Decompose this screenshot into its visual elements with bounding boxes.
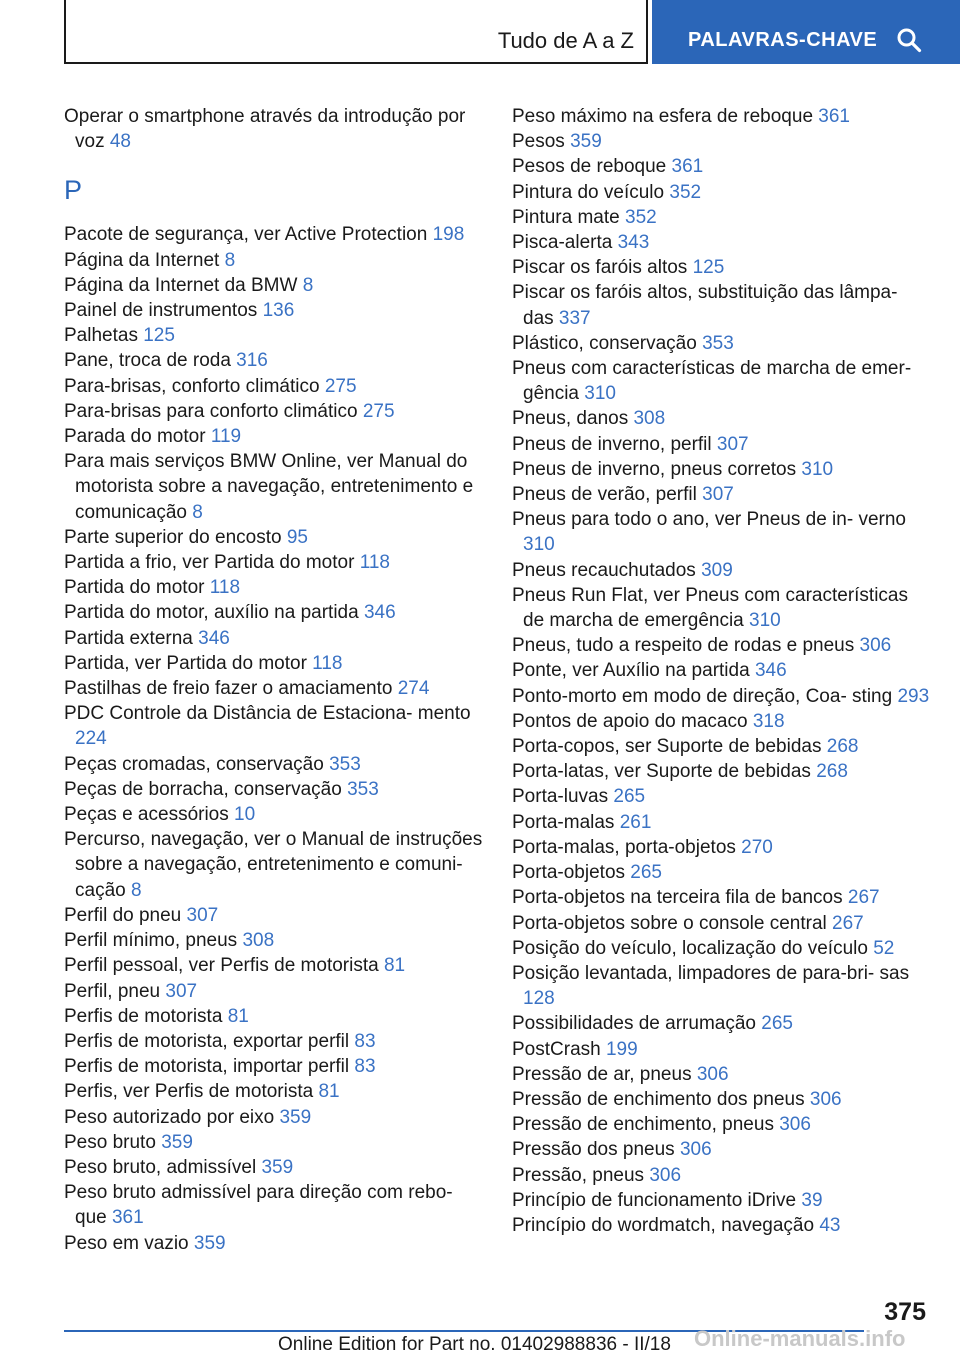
- index-page-link[interactable]: 318: [752, 710, 785, 732]
- index-entry-text: Piscar os faróis altos, substituição das lâmpa- das: [512, 282, 898, 329]
- index-entry-text: Pintura mate: [512, 206, 620, 228]
- index-entry: [64, 979, 484, 1004]
- index-entry: [512, 658, 932, 683]
- index-entry: [512, 1112, 932, 1137]
- index-page-link[interactable]: 118: [312, 652, 343, 674]
- index-entry-text: Ponto-morto em modo de direção, Coa- sting: [512, 685, 893, 707]
- index-page-link[interactable]: 83: [354, 1030, 376, 1052]
- index-entry: [64, 600, 484, 625]
- index-entry: [64, 953, 484, 978]
- index-page-link[interactable]: 128: [523, 988, 555, 1010]
- index-entry-text: Ponte, ver Auxílio na partida: [512, 660, 750, 682]
- index-entry-text: Pneus de inverno, pneus corretos: [512, 458, 797, 480]
- index-entry: [64, 1231, 484, 1256]
- index-entry: [512, 1188, 932, 1213]
- index-page-link[interactable]: 39: [801, 1189, 823, 1211]
- index-page-link[interactable]: 81: [227, 1005, 249, 1027]
- index-entry-text: Para-brisas, conforto climático: [64, 375, 320, 397]
- index-page-link[interactable]: 118: [359, 552, 390, 574]
- index-entry-text: Pressão, pneus: [512, 1164, 645, 1186]
- index-entry: [64, 550, 484, 575]
- footer-edition: Online Edition for Part no. 01402988836 - II/18: [278, 1334, 671, 1355]
- index-entry-text: Peso bruto: [64, 1131, 156, 1153]
- index-entry: [512, 104, 932, 129]
- index-page-link[interactable]: 275: [362, 400, 395, 422]
- index-entry: [64, 1004, 484, 1029]
- index-entry: [512, 558, 932, 583]
- index-entry-text: Pintura do veículo: [512, 181, 665, 203]
- index-entry-text: Peças cromadas, conservação: [64, 753, 324, 775]
- index-entry-text: Pastilhas de freio fazer o amaciamento: [64, 678, 393, 700]
- index-entry: [64, 676, 484, 701]
- index-entry-text: Operar o smartphone através da introdução por voz: [64, 106, 466, 153]
- index-entry-text: Perfis, ver Perfis de motorista: [64, 1081, 314, 1103]
- index-page-link[interactable]: 337: [558, 307, 591, 329]
- index-entry-text: Pneus Run Flat, ver Pneus com características de marcha de emergência: [512, 584, 908, 632]
- index-entry-text: Piscar os faróis altos: [512, 257, 688, 279]
- index-entry: [64, 701, 484, 751]
- index-entry: [512, 280, 932, 330]
- index-page-link[interactable]: 316: [236, 350, 268, 372]
- index-entry-text: Porta-copos, ser Suporte de bebidas: [512, 736, 822, 758]
- index-entry-text: Peso máximo na esfera de reboque: [512, 106, 814, 127]
- index-entry: [64, 626, 484, 651]
- index-entry-text: Posição do veículo, localização do veículo: [512, 937, 868, 959]
- index-entry-text: Porta-latas, ver Suporte de bebidas: [512, 761, 811, 783]
- index-page-link[interactable]: 8: [302, 274, 314, 296]
- index-entry: [64, 1130, 484, 1155]
- index-entry-text: Perfil pessoal, ver Perfis de motorista: [64, 955, 379, 977]
- tab-a-z[interactable]: [64, 0, 648, 64]
- index-page-link[interactable]: 307: [702, 484, 734, 506]
- index-entry-text: Peso em vazio: [64, 1232, 189, 1254]
- index-entry: [512, 885, 932, 910]
- index-entry-text: Possibilidades de arrumação: [512, 1013, 756, 1035]
- index-page-link[interactable]: 306: [649, 1164, 682, 1186]
- index-entry-text: Painel de instrumentos: [64, 300, 258, 322]
- index-entry: [512, 482, 932, 507]
- index-entry: [64, 298, 484, 323]
- index-entry-text: Pneus recauchutados: [512, 559, 696, 581]
- index-page-link[interactable]: 361: [818, 106, 850, 127]
- index-entry-text: Partida do motor: [64, 577, 205, 599]
- index-letter-heading: P: [64, 175, 83, 206]
- index-page-link[interactable]: 52: [873, 937, 895, 959]
- index-entry-text: Pacote de segurança, ver Active Protection: [64, 224, 428, 246]
- index-page-link[interactable]: 274: [397, 678, 430, 700]
- index-entry-text: Pneus para todo o ano, ver Pneus de in- verno: [512, 509, 906, 531]
- index-page-link[interactable]: 307: [716, 433, 749, 455]
- index-entry-text: Pesos de reboque: [512, 156, 667, 178]
- footer-watermark: Online-manuals.info: [694, 1326, 906, 1351]
- index-entry: [512, 205, 932, 230]
- index-entry: [512, 1087, 932, 1112]
- index-entry-text: PDC Controle da Distância de Estaciona- mento: [64, 703, 471, 725]
- index-page-link[interactable]: 310: [749, 610, 781, 632]
- index-page-link[interactable]: 359: [570, 131, 602, 153]
- index-page-link[interactable]: 119: [210, 426, 242, 448]
- index-page-link[interactable]: 81: [318, 1081, 340, 1103]
- index-entry-text: Princípio de funcionamento iDrive: [512, 1189, 797, 1211]
- index-entry-text: Página da Internet da BMW: [64, 274, 298, 296]
- index-page-link[interactable]: 136: [262, 300, 295, 322]
- index-entry-text: Pressão dos pneus: [512, 1139, 675, 1161]
- index-entry-text: Pneus, danos: [512, 408, 629, 430]
- index-page-link[interactable]: 268: [816, 761, 848, 783]
- index-entry: [512, 356, 932, 406]
- index-entry-text: Peças e acessórios: [64, 804, 229, 826]
- index-entry-text: Pisca-alerta: [512, 232, 613, 254]
- index-page-link[interactable]: 270: [741, 836, 773, 858]
- index-entry-text: Partida externa: [64, 627, 193, 649]
- index-page-link[interactable]: 307: [186, 904, 219, 926]
- index-entry-text: Partida, ver Partida do motor: [64, 652, 307, 674]
- index-page-link[interactable]: 308: [633, 408, 666, 430]
- index-entry-text: Partida do motor, auxílio na partida: [64, 602, 359, 624]
- index-entry: [512, 230, 932, 255]
- index-entry: [512, 255, 932, 280]
- tab-a-z-label: Tudo de A a Z: [497, 28, 634, 53]
- index-entry: [512, 1037, 932, 1062]
- index-entry: [64, 424, 484, 449]
- index-entry: [64, 651, 484, 676]
- index-page-link[interactable]: 361: [671, 156, 704, 178]
- index-entry-text: Pontos de apoio do macaco: [512, 710, 748, 732]
- index-page-link[interactable]: 224: [75, 728, 107, 750]
- index-entry: [512, 835, 932, 860]
- index-entry-text: Perfil, pneu: [64, 980, 161, 1002]
- index-page-link[interactable]: 267: [847, 887, 880, 909]
- index-entry: [512, 684, 932, 709]
- index-page-link[interactable]: 10: [234, 804, 256, 826]
- index-entry: [64, 802, 484, 827]
- index-entry-text: Posição levantada, limpadores de para-bri- sas: [512, 962, 910, 984]
- index-page-link[interactable]: 353: [329, 753, 361, 775]
- index-entry-text: PostCrash: [512, 1038, 601, 1060]
- index-entry-text: Palhetas: [64, 325, 138, 347]
- index-entry-text: Pneus com características de marcha de emer- gência: [512, 358, 912, 405]
- index-entry-text: Peças de borracha, conservação: [64, 778, 342, 800]
- index-entry-text: Porta-objetos sobre o console central: [512, 912, 827, 934]
- index-page-link[interactable]: 261: [619, 811, 652, 833]
- index-entry: [64, 1155, 484, 1180]
- index-page-link[interactable]: 359: [193, 1232, 226, 1254]
- tab-keywords-label: PALAVRAS-CHAVE: [688, 29, 878, 51]
- index-entry-text: Pane, troca de roda: [64, 350, 231, 372]
- index-page-link[interactable]: 310: [523, 534, 555, 556]
- index-entry: [64, 525, 484, 550]
- index-entry: [64, 1180, 484, 1230]
- index-entry-text: Pneus de verão, perfil: [512, 484, 697, 506]
- index-page-link[interactable]: 361: [111, 1207, 144, 1229]
- index-entry: [512, 180, 932, 205]
- index-page-link[interactable]: 359: [161, 1131, 193, 1153]
- index-entry: [512, 457, 932, 482]
- index-page-link[interactable]: 95: [286, 526, 308, 548]
- index-page-link[interactable]: 125: [692, 257, 725, 279]
- index-entry-text: Perfil do pneu: [64, 904, 182, 926]
- index-entry: [64, 348, 484, 373]
- index-entry: [512, 961, 932, 1011]
- index-entry-text: Peso autorizado por eixo: [64, 1106, 275, 1128]
- index-entry-text: Plástico, conservação: [512, 332, 697, 354]
- index-entry: [64, 222, 484, 247]
- index-page-link[interactable]: 8: [224, 249, 236, 271]
- index-page-link[interactable]: 310: [584, 383, 616, 405]
- index-entry: [512, 734, 932, 759]
- index-page-link[interactable]: 308: [242, 930, 275, 952]
- index-entry: [64, 827, 484, 903]
- index-entry: [512, 936, 932, 961]
- index-entry: [64, 323, 484, 348]
- index-entry: [512, 1213, 932, 1238]
- index-entry-text: Pneus, tudo a respeito de rodas e pneus: [512, 635, 855, 657]
- index-page-link[interactable]: 118: [209, 577, 241, 599]
- index-page-link[interactable]: 306: [779, 1114, 811, 1136]
- index-column-left: [64, 104, 484, 1256]
- index-page-link[interactable]: 43: [819, 1214, 841, 1236]
- index-page-link[interactable]: 267: [832, 912, 864, 934]
- index-page-link[interactable]: 309: [701, 559, 733, 581]
- index-entry: [64, 903, 484, 928]
- index-entry: [512, 759, 932, 784]
- index-entry-text: Pressão de enchimento, pneus: [512, 1114, 774, 1136]
- index-entry-text: Peso bruto, admissível: [64, 1156, 257, 1178]
- index-entry: [512, 406, 932, 431]
- index-page-link[interactable]: 359: [261, 1156, 294, 1178]
- index-page-link[interactable]: 306: [679, 1139, 712, 1161]
- index-page-link[interactable]: 48: [109, 131, 131, 153]
- index-page-link[interactable]: 343: [617, 232, 650, 254]
- index-entry-text: Para-brisas para conforto climático: [64, 400, 358, 422]
- index-entry-text: Porta-malas: [512, 811, 615, 833]
- index-entry-text: Pneus de inverno, perfil: [512, 433, 712, 455]
- index-entry: [512, 432, 932, 457]
- index-entry-text: Porta-objetos na terceira fila de bancos: [512, 887, 843, 909]
- index-entry: [64, 273, 484, 298]
- index-entry: [64, 374, 484, 399]
- index-page-link[interactable]: 353: [347, 778, 379, 800]
- index-page-link[interactable]: 198: [432, 224, 465, 246]
- index-entry: [64, 1079, 484, 1104]
- index-entry: [512, 1163, 932, 1188]
- index-entry: [64, 449, 484, 525]
- index-entry: [512, 810, 932, 835]
- index-page-link[interactable]: 306: [859, 635, 892, 657]
- index-entry-text: Pressão de ar, pneus: [512, 1063, 692, 1085]
- index-entry: [512, 1062, 932, 1087]
- index-entry: [512, 784, 932, 809]
- index-page-link[interactable]: 265: [630, 862, 662, 884]
- index-page-link[interactable]: 346: [363, 602, 396, 624]
- index-page-link[interactable]: 199: [605, 1038, 638, 1060]
- index-entry-text: Princípio do wordmatch, navegação: [512, 1214, 815, 1236]
- index-entry-text: Percurso, navegação, ver o Manual de instruções sobre a navegação, entretenimento e comuni- cação: [64, 829, 483, 901]
- index-entry-text: Parte superior do encosto: [64, 526, 282, 548]
- index-entry: [512, 1011, 932, 1036]
- index-entry-text: Perfil mínimo, pneus: [64, 930, 238, 952]
- index-entry: [512, 583, 932, 633]
- index-entry-text: Porta-malas, porta-objetos: [512, 836, 736, 858]
- index-page-link[interactable]: 265: [613, 786, 646, 808]
- index-column-right: [512, 104, 932, 1238]
- page-number: 375: [884, 1298, 926, 1326]
- index-page-link[interactable]: 346: [198, 627, 230, 649]
- index-entry-text: Porta-objetos: [512, 862, 626, 884]
- index-page-link[interactable]: 125: [143, 325, 175, 347]
- index-page-link[interactable]: 275: [324, 375, 357, 397]
- index-entry: [64, 928, 484, 953]
- index-page-link[interactable]: 352: [625, 206, 657, 228]
- index-entry: [512, 129, 932, 154]
- index-entry: [512, 331, 932, 356]
- index-page-link[interactable]: 307: [165, 980, 198, 1002]
- index-entry: [512, 507, 932, 557]
- search-icon: [896, 27, 922, 53]
- index-entry: [64, 1105, 484, 1130]
- index-entry-text: Peso bruto admissível para direção com rebo- que: [64, 1182, 453, 1229]
- index-entry-text: Pesos: [512, 131, 565, 153]
- index-entry: [64, 248, 484, 273]
- index-entry-text: Perfis de motorista, importar perfil: [64, 1056, 350, 1078]
- index-entry-text: Perfis de motorista: [64, 1005, 223, 1027]
- index-page-link[interactable]: 293: [897, 685, 930, 707]
- index-page-link[interactable]: 310: [801, 458, 834, 480]
- index-entry: [64, 1029, 484, 1054]
- index-page-link[interactable]: 352: [669, 181, 702, 203]
- index-entry: [64, 777, 484, 802]
- index-page-link[interactable]: 8: [130, 879, 142, 901]
- index-page-link[interactable]: 268: [826, 736, 859, 758]
- index-entry-text: Parada do motor: [64, 426, 206, 448]
- index-page-link[interactable]: 353: [702, 332, 734, 354]
- index-page-link[interactable]: 359: [279, 1106, 312, 1128]
- tab-keywords[interactable]: [652, 0, 960, 64]
- index-entry: [512, 1137, 932, 1162]
- index-page-link[interactable]: 265: [761, 1013, 793, 1035]
- index-page-link[interactable]: 346: [754, 660, 787, 682]
- index-entry: [512, 633, 932, 658]
- index-entry: [64, 1054, 484, 1079]
- index-page-link[interactable]: 83: [354, 1056, 376, 1078]
- index-entry-text: Perfis de motorista, exportar perfil: [64, 1030, 350, 1052]
- index-page-link[interactable]: 306: [696, 1063, 729, 1085]
- index-page-link[interactable]: 8: [192, 501, 203, 523]
- index-entry: [512, 860, 932, 885]
- index-entry: [512, 154, 932, 179]
- header: [0, 0, 960, 66]
- index-page-link[interactable]: 81: [383, 955, 406, 977]
- index-entry-text: Página da Internet: [64, 249, 220, 271]
- index-entry: [512, 709, 932, 734]
- index-entry-text: Porta-luvas: [512, 786, 609, 808]
- index-entry-text: Partida a frio, ver Partida do motor: [64, 552, 355, 574]
- index-entry-text: Para mais serviços BMW Online, ver Manual do motorista sobre a navegação, entretenimento e comunicação: [64, 451, 474, 523]
- index-entry-text: Pressão de enchimento dos pneus: [512, 1088, 805, 1110]
- index-page-link[interactable]: 306: [809, 1088, 842, 1110]
- index-entry: [512, 911, 932, 936]
- index-entry: [64, 399, 484, 424]
- index-entry: [64, 575, 484, 600]
- index-entry: [64, 104, 484, 154]
- index-entry: [64, 752, 484, 777]
